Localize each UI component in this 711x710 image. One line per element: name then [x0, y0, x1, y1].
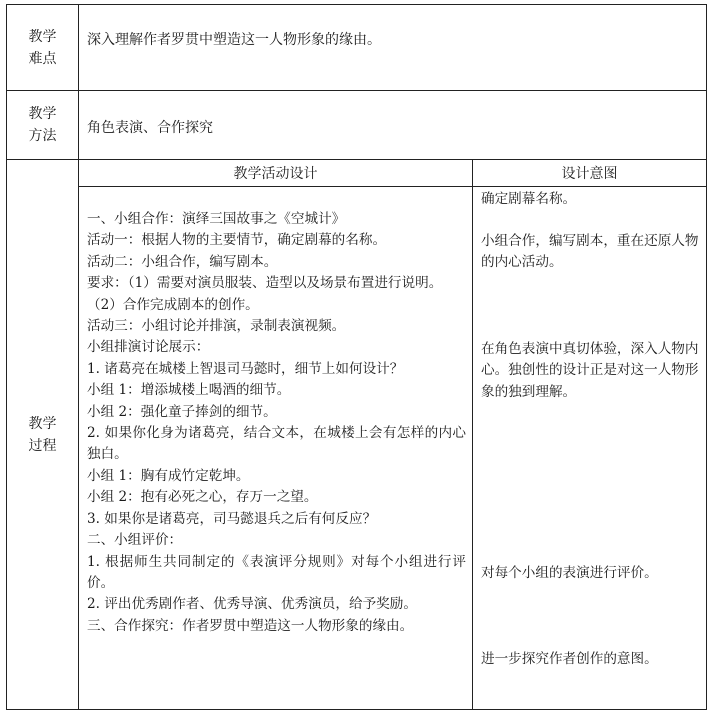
- activity-line: 活动三：小组讨论并排演，录制表演视频。: [87, 318, 346, 335]
- intent-column-header: 设计意图: [473, 160, 707, 187]
- difficulty-row: [7, 5, 707, 91]
- activity-line: 要求：（1）需要对演员服装、造型以及场景布置进行说明。: [87, 275, 443, 292]
- process-content-row: [7, 187, 707, 710]
- activity-line: 2. 评出优秀剧作者、优秀导演、优秀演员，给予奖励。: [87, 596, 417, 613]
- intent-item: 对每个小组的表演进行评价。: [481, 565, 658, 581]
- difficulty-content: 深入理解作者罗贯中塑造这一人物形象的缘由。: [79, 5, 707, 91]
- activity-line: 活动一：根据人物的主要情节，确定剧幕的名称。: [87, 232, 387, 249]
- activity-line: 小组 1：增添城楼上喝酒的细节。: [87, 382, 291, 399]
- lesson-plan-table: [6, 4, 707, 710]
- process-label: 教学 过程: [7, 160, 79, 710]
- activity-line: 活动二：小组合作，编写剧本。: [87, 253, 278, 270]
- method-content: 角色表演、合作探究: [79, 91, 707, 160]
- method-row: [7, 91, 707, 160]
- activity-line: 小组排演讨论展示：: [87, 339, 210, 356]
- process-header-row: [7, 160, 707, 187]
- intent-cell: [473, 187, 707, 710]
- activity-line: 小组 2：强化童子捧剑的细节。: [87, 403, 277, 420]
- intent-item: 进一步探究作者创作的意图。: [481, 651, 658, 667]
- intent-item: 小组合作，编写剧本，重在还原人物的内心活动。: [481, 233, 699, 271]
- difficulty-label: 教学 难点: [7, 5, 79, 91]
- activity-line: 3. 如果你是诸葛亮，司马懿退兵之后有何反应？: [87, 510, 377, 527]
- activity-column-header: 教学活动设计: [79, 160, 473, 187]
- activity-line: 1. 根据师生共同制定的《表演评分规则》对每个小组进行评价。: [87, 553, 466, 591]
- activity-cell: [79, 187, 473, 710]
- activity-line: 小组 1：胸有成竹定乾坤。: [87, 467, 250, 484]
- intent-item: 在角色表演中真切体验，深入人物内心。独创性的设计正是对这一人物形象的独到理解。: [481, 341, 699, 400]
- activity-line: （2）合作完成剧本的创作。: [87, 296, 259, 313]
- activity-line: 三、合作探究：作者罗贯中塑造这一人物形象的缘由。: [87, 617, 414, 634]
- method-label: 教学 方法: [7, 91, 79, 160]
- activity-line: 二、小组评价：: [87, 532, 183, 549]
- activity-line: 2. 如果你化身为诸葛亮，结合文本，在城楼上会有怎样的内心独白。: [87, 425, 466, 463]
- activity-line: 小组 2：抱有必死之心，存万一之望。: [87, 489, 318, 506]
- activity-line: 一、小组合作：演绎三国故事之《空城计》: [87, 211, 346, 227]
- intent-item: 确定剧幕名称。: [481, 191, 577, 207]
- activity-line: 1. 诸葛亮在城楼上智退司马懿时，细节上如何设计？: [87, 360, 404, 377]
